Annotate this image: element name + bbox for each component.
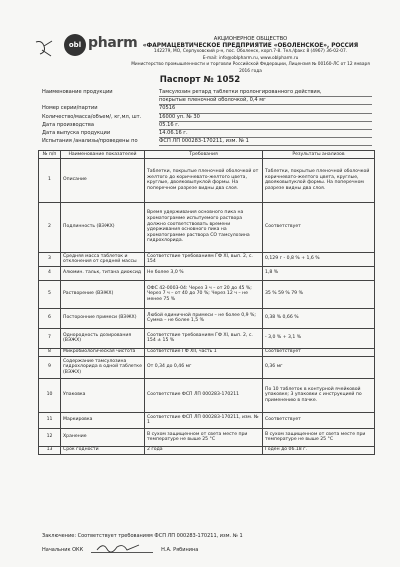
table-row <box>39 378 375 412</box>
company-address: 142279, МО, Серпуховский р-н, пос. Оболенск, корп.7-8. Тел./факс 8 (4967) 36-02-07. <box>153 49 348 55</box>
row-result: 0,129 г - 0,8 % + 1,6 % <box>263 252 375 266</box>
row-result: Соответствует <box>263 202 375 252</box>
row-name: Маркировка <box>61 412 145 428</box>
company-header <box>128 36 373 76</box>
table-row <box>39 280 375 308</box>
row-num: 10 <box>39 378 61 412</box>
row-num: 13 <box>39 446 61 454</box>
field-label: Испытания /анализы/проведены по <box>42 138 138 145</box>
row-requirement: ОФС 42-0003-04: Через 3 ч – от 20 до 45 %; Через 7 ч – от 40 до 70 %; Через 12 ч – не менее 75 % <box>145 280 263 308</box>
table-header-row <box>39 151 375 159</box>
row-result: Соответствует <box>263 412 375 428</box>
row-num: 3 <box>39 252 61 266</box>
passport-fields <box>42 89 372 146</box>
row-name: Однородность дозирования (ВЭЖХ) <box>61 328 145 348</box>
row-requirement: Таблетки, покрытые пленочной оболочкой от желтого до коричневато-желтого цвета, круглые, двояковыпуклой формы. На поперечном разрезе видны два слоя. <box>145 158 263 202</box>
table-row <box>39 202 375 252</box>
row-requirement: От 0,34 до 0,46 мг <box>145 356 263 378</box>
row-num: 6 <box>39 308 61 328</box>
field-value: 70516 <box>159 105 372 113</box>
row-name: Микробиологическая чистота <box>61 348 145 356</box>
row-requirement: Соответствие ГФ XII, часть 1 <box>145 348 263 356</box>
row-result: 0,38 % 0,66 % <box>263 308 375 328</box>
row-num: 5 <box>39 280 61 308</box>
logo-text: pharm <box>88 35 138 51</box>
field-label: Дата производства <box>42 121 95 128</box>
row-name: Содержание тамсулозина гидрохлорида в одной таблетке (ВЭЖХ) <box>61 356 145 378</box>
row-num: 9 <box>39 356 61 378</box>
row-name: Хранение <box>61 428 145 446</box>
row-result: По 10 таблеток в контурной ячейковой упаковке; 3 упаковки с инструкцией по применению в пачке. <box>263 378 375 412</box>
field-row <box>42 130 372 138</box>
header-name: Наименование показателей <box>61 151 145 159</box>
table-row <box>39 308 375 328</box>
field-row <box>42 105 372 113</box>
row-requirement: Не более 3,0 % <box>145 266 263 280</box>
row-result: 1,8 % <box>263 266 375 280</box>
field-row <box>42 122 372 130</box>
row-name: Описание <box>61 158 145 202</box>
row-result: В сухом защищенном от света месте при температуре не выше 25 °С <box>263 428 375 446</box>
field-value: Тамсулозин ретард таблетки пролонгированного действия, <box>159 89 372 97</box>
field-row <box>42 89 372 97</box>
field-value: покрытые пленочной оболочкой, 0,4 мг <box>159 97 372 105</box>
field-value: ФСП ЛП 000283-170211, изм. № 1 <box>159 138 372 146</box>
table-row <box>39 412 375 428</box>
company-name: «ФАРМАЦЕВТИЧЕСКОЕ ПРЕДПРИЯТИЕ «ОБОЛЕНСКОЕ», РОССИЯ <box>142 42 359 49</box>
row-result: 35 % 59 % 79 % <box>263 280 375 308</box>
company-contacts: E-mail: info@oblpharm.ru, www.oblpharm.ru <box>202 55 299 61</box>
page-title: Паспорт № 1052 <box>159 75 241 85</box>
table-row <box>39 252 375 266</box>
field-label: Наименование продукции <box>42 89 113 95</box>
row-name: Упаковка <box>61 378 145 412</box>
header-results: Результаты анализов <box>263 151 375 159</box>
signature-block <box>42 547 198 553</box>
field-label: Количество/масса/объем/, кг,мл, шт. <box>42 113 142 120</box>
row-name: Посторонние примеси (ВЭЖХ) <box>61 308 145 328</box>
company-license: Министерство промышленности и торговли Российской Федерации, Лицензия № 00160-ЛС от 12 января 2016 года <box>131 62 370 74</box>
table-row <box>39 446 375 454</box>
row-name: Средняя масса таблеток и отклонения от средней массы <box>61 252 145 266</box>
field-value: 16000 уп. № 30 <box>159 114 372 122</box>
signer-title: Начальник ОКК <box>42 547 84 553</box>
row-num: 4 <box>39 266 61 280</box>
row-result: Годен до 06.18 г. <box>263 446 375 454</box>
table-row <box>39 348 375 356</box>
row-requirement: Время удерживания основного пика на хроматограмме испытуемого раствора должно соответствовать времени удерживания основного пика на хроматограмме раствора СО тамсулозина гидрохлорида. <box>145 202 263 252</box>
field-value: 05.16 г. <box>159 122 372 130</box>
header-requirements: Требования <box>145 151 263 159</box>
row-num: 2 <box>39 202 61 252</box>
signature-line <box>91 547 153 553</box>
row-requirement: Любой единичной примеси – не более 0,9 %; Сумма – не более 1,5 % <box>145 308 263 328</box>
row-num: 1 <box>39 158 61 202</box>
field-label <box>42 97 159 105</box>
row-num: 12 <box>39 428 61 446</box>
field-row <box>42 138 372 146</box>
row-requirement: Соответствие требованиям ГФ XI, вып. 2, с. 154 ± 15 % <box>145 328 263 348</box>
row-requirement: В сухом защищенном от света месте при температуре не выше 25 °С <box>145 428 263 446</box>
row-result: 0,36 мг <box>263 356 375 378</box>
row-name: Растворение (ВЭЖХ) <box>61 280 145 308</box>
field-label: Дата выпуска продукции <box>42 130 111 137</box>
row-num: 7 <box>39 328 61 348</box>
field-row <box>42 97 372 105</box>
row-num: 11 <box>39 412 61 428</box>
analysis-table <box>38 150 375 455</box>
row-result: Таблетки, покрытые пленочной оболочкой коричневато-желтого цвета, круглые, двояковыпуклой формы. На поперечном разрезе видны два слоя. <box>263 158 375 202</box>
table-row <box>39 328 375 348</box>
table-row <box>39 356 375 378</box>
row-result: - 3,0 % + 3,1 % <box>263 328 375 348</box>
row-result: Соответствует <box>263 348 375 356</box>
row-name: Подлинность (ВЭЖХ) <box>61 202 145 252</box>
company-type: АКЦИОНЕРНОЕ ОБЩЕСТВО <box>213 36 288 42</box>
table-row <box>39 158 375 202</box>
company-logo <box>64 33 138 57</box>
header-num: № п/п <box>39 151 61 159</box>
signer-name: Н.А. Рябинина <box>161 547 199 553</box>
field-label: Номер серии/партии <box>42 105 98 112</box>
row-requirement: Соответствие требованиям ГФ XI, вып. 2, с. 154 <box>145 252 263 266</box>
handwritten-mark <box>34 38 54 58</box>
signature-scribble <box>95 541 145 553</box>
table-row <box>39 266 375 280</box>
row-requirement: Соответствие ФСП ЛП 000283-170211, изм. № 1 <box>145 412 263 428</box>
field-value: 14.06.16 г. <box>159 130 372 138</box>
row-requirement: 2 года <box>145 446 263 454</box>
conclusion: Заключение: Соответствует требованиям ФСП ЛП 000283-170211, изм. № 1 <box>42 533 243 539</box>
field-row <box>42 114 372 122</box>
table-row <box>39 428 375 446</box>
row-num: 8 <box>39 348 61 356</box>
row-name: Срок годности <box>61 446 145 454</box>
row-name: Алюмин. тальк, титана диоксид <box>61 266 145 280</box>
logo-circle: obl <box>64 34 86 56</box>
row-requirement: Соответствие ФСП ЛП 000283-170211 <box>145 378 263 412</box>
